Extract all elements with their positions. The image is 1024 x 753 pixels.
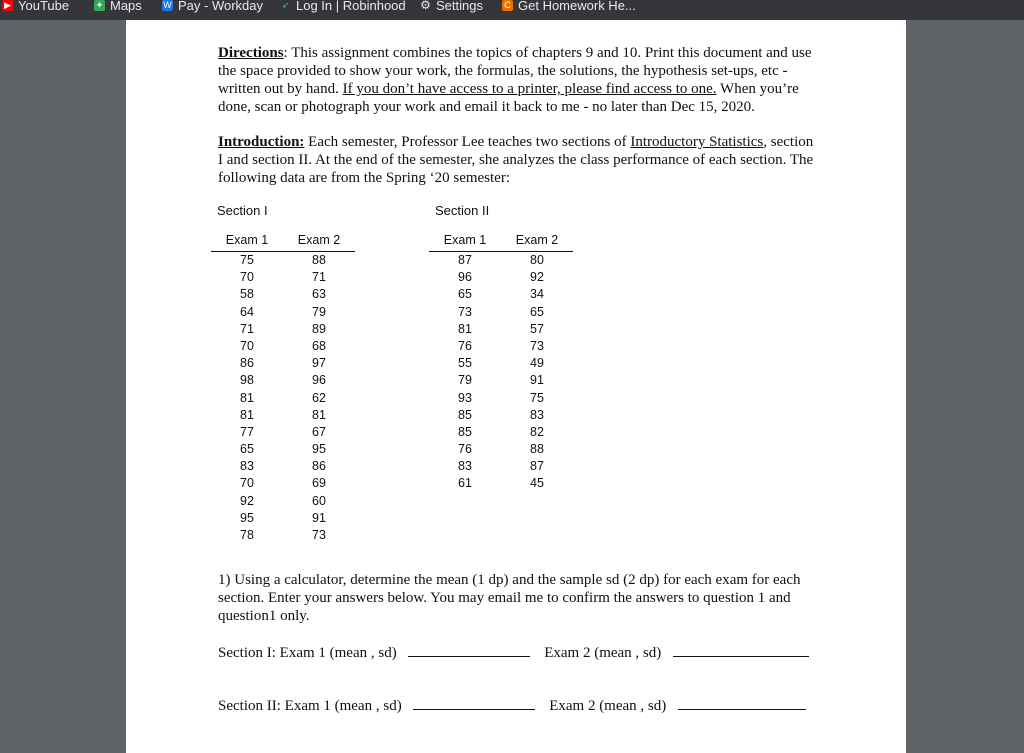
exam2-score: 95 (312, 442, 326, 457)
youtube-icon: ▶ (2, 0, 13, 11)
bookmark-settings[interactable] (420, 0, 483, 15)
table-header (211, 233, 355, 252)
exam2-score: 69 (312, 476, 326, 491)
exam2-score: 80 (530, 253, 544, 267)
bookmark-maps[interactable] (94, 0, 142, 15)
table-row (211, 475, 355, 492)
exam2-score: 34 (530, 287, 544, 302)
course-name: Introductory Statistics (630, 134, 764, 150)
table-row (429, 355, 573, 372)
exam1-score: 93 (458, 390, 472, 405)
bookmarks-bar (0, 0, 1024, 20)
table-row (429, 475, 573, 492)
exam2-score: 97 (312, 356, 326, 371)
table-row (429, 390, 573, 407)
bookmark-label: Get Homework He... (518, 0, 636, 13)
exam1-score: 61 (458, 476, 472, 491)
exam1-score: 65 (240, 442, 254, 457)
table-row (429, 458, 573, 475)
table-row (211, 407, 355, 424)
exam1-score: 81 (458, 321, 472, 336)
table-row (429, 321, 573, 338)
exam2-score: 75 (530, 390, 544, 405)
exam1-score: 85 (458, 424, 472, 439)
exam1-score: 95 (240, 510, 254, 525)
section1-title: Section I (217, 203, 268, 218)
exam2-score: 87 (530, 459, 544, 474)
table-row (211, 441, 355, 458)
bookmark-homework[interactable] (502, 0, 636, 15)
exam2-score: 45 (530, 476, 544, 491)
maps-icon: ✦ (95, 0, 104, 10)
table-row (429, 304, 573, 321)
section1-table (211, 233, 355, 544)
table-row (211, 355, 355, 372)
exam1-score: 78 (240, 528, 254, 542)
table-row (211, 304, 355, 321)
exam1-score: 71 (240, 321, 254, 336)
column-header: Exam 1 (443, 233, 487, 247)
exam2-score: 49 (530, 356, 544, 371)
workday-icon: W (163, 0, 172, 10)
exam1-score: 79 (458, 373, 472, 388)
exam2-score: 82 (530, 424, 544, 439)
gear-icon: ⚙ (420, 0, 431, 12)
exam2-score: 79 (312, 304, 326, 319)
table-row (429, 372, 573, 389)
exam2-score: 96 (312, 373, 326, 388)
exam1-score: 81 (240, 407, 254, 422)
column-header: Exam 2 (515, 233, 559, 247)
bookmark-workday[interactable] (162, 0, 263, 15)
introduction-paragraph (218, 133, 818, 187)
document-viewer[interactable] (0, 20, 1024, 753)
table-row (211, 286, 355, 303)
section2-exam2-label: Exam 2 (mean , sd) (549, 698, 667, 714)
exam2-score: 73 (312, 528, 326, 542)
exam2-score: 83 (530, 407, 544, 422)
directions-text: : This assignment combines the topics of chapters 9 and 10. Print this document and use the space provided to show your work, the formulas, the solutions, the hypothesis set-ups, etc - written out by hand. (218, 45, 812, 97)
exam1-score: 98 (240, 373, 254, 388)
table-row (211, 527, 355, 544)
table-row (429, 286, 573, 303)
section2-answer-row (218, 695, 858, 715)
bookmark-youtube[interactable] (2, 0, 69, 15)
exam1-score: 70 (240, 338, 254, 353)
exam2-score: 63 (312, 287, 326, 302)
exam2-score: 57 (530, 321, 544, 336)
directions-printer-note: If you don’t have access to a printer, please find access to one. (342, 81, 717, 97)
table-header (429, 233, 573, 252)
table-row (211, 338, 355, 355)
exam2-score: 89 (312, 321, 326, 336)
exam1-score: 77 (240, 424, 254, 439)
section1-exam1-answer-line[interactable] (408, 642, 530, 657)
directions-deadline: When you’re done, scan or photograph your work and email it back to me - no later than Dec 15, 2020. (218, 81, 799, 115)
exam1-score: 76 (458, 442, 472, 457)
exam2-score: 68 (312, 338, 326, 353)
table-row (429, 269, 573, 286)
table-row (429, 407, 573, 424)
exam1-score: 65 (458, 287, 472, 302)
exam2-score: 60 (312, 493, 326, 508)
column-header: Exam 1 (225, 233, 269, 247)
exam1-score: 76 (458, 338, 472, 353)
section2-exam1-answer-line[interactable] (413, 695, 535, 710)
exam1-score: 83 (458, 459, 472, 474)
bookmark-label: Log In | Robinhood (296, 0, 406, 13)
exam2-score: 88 (530, 442, 544, 457)
bookmark-label: Settings (436, 0, 483, 13)
table-row (211, 510, 355, 527)
table-row (211, 424, 355, 441)
introduction-text-end: , section I and section II. At the end of the semester, she analyzes the class performance of each section. The following data are from the Spring ‘20 semester: (218, 134, 814, 186)
exam1-score: 73 (458, 304, 472, 319)
exam2-score: 86 (312, 459, 326, 474)
exam1-score: 70 (240, 476, 254, 491)
table-row (429, 338, 573, 355)
question-1: 1) Using a calculator, determine the mean (1 dp) and the sample sd (2 dp) for each exam for each section. Enter your answers below. You may email me to confirm the answers to question 1 and question1 only. (218, 572, 801, 624)
exam1-score: 85 (458, 407, 472, 422)
table-row (211, 372, 355, 389)
exam1-score: 58 (240, 287, 254, 302)
bookmark-label: Maps (110, 0, 142, 13)
exam2-score: 92 (530, 270, 544, 285)
section1-exam1-label: Section I: Exam 1 (mean , sd) (218, 645, 397, 661)
table-row (211, 321, 355, 338)
table-row (211, 269, 355, 286)
document-page (126, 20, 906, 753)
section1-answer-row (218, 642, 858, 662)
exam2-score: 88 (312, 253, 326, 267)
exam1-score: 81 (240, 390, 254, 405)
bookmark-label: Pay - Workday (178, 0, 264, 13)
bookmark-robinhood[interactable] (280, 0, 406, 15)
table-row (211, 458, 355, 475)
introduction-text: Each semester, Professor Lee teaches two sections of (304, 134, 631, 150)
exam1-score: 55 (458, 356, 472, 371)
section2-exam2-answer-line[interactable] (678, 695, 806, 710)
table-row (211, 390, 355, 407)
exam1-score: 92 (240, 493, 254, 508)
exam1-score: 96 (458, 270, 472, 285)
exam2-score: 91 (312, 510, 326, 525)
exam1-score: 70 (240, 270, 254, 285)
column-header: Exam 2 (297, 233, 341, 247)
section1-exam2-label: Exam 2 (mean , sd) (544, 645, 662, 661)
section1-exam2-answer-line[interactable] (673, 642, 809, 657)
exam2-score: 71 (312, 270, 326, 285)
exam2-score: 67 (312, 424, 326, 439)
section2-table (429, 233, 573, 493)
table-row (429, 252, 573, 269)
exam2-score: 81 (312, 407, 326, 422)
exam1-score: 75 (240, 253, 254, 267)
exam2-score: 62 (312, 390, 326, 405)
exam2-score: 91 (530, 373, 544, 388)
exam1-score: 87 (458, 253, 472, 267)
bookmark-label: YouTube (18, 0, 70, 13)
chegg-icon: C (502, 0, 513, 11)
directions-paragraph (218, 44, 818, 116)
robinhood-icon: ➶ (281, 0, 290, 10)
table-row (211, 493, 355, 510)
exam2-score: 73 (530, 338, 544, 353)
directions-label: Directions (218, 45, 284, 61)
exam2-score: 65 (530, 304, 544, 319)
section2-exam1-label: Section II: Exam 1 (mean , sd) (218, 698, 402, 714)
introduction-label: Introduction: (218, 134, 305, 150)
exam1-score: 86 (240, 356, 254, 371)
section2-title: Section II (435, 203, 490, 218)
table-row (211, 252, 355, 269)
table-row (429, 441, 573, 458)
exam1-score: 64 (240, 304, 254, 319)
table-row (429, 424, 573, 441)
exam1-score: 83 (240, 459, 254, 474)
